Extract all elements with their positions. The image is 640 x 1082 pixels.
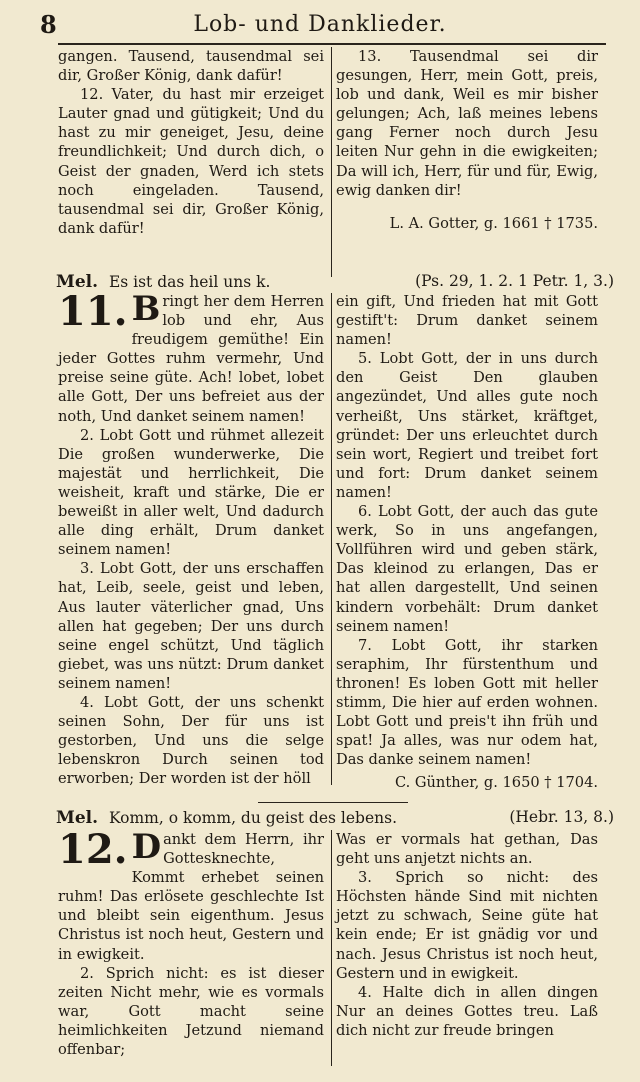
scripture-reference: (Hebr. 13, 8.)	[509, 808, 614, 826]
verse-7: 7. Lobt Gott, ihr starken seraphim, Ihr fürstenthum und thronen! Es loben Gott mit heller stimm, Die hier auf erden wohnen. Lobt Gott und preis't ihn früh und spat! Ja alles, was nur odem hat, Das danke seinem namen!	[336, 636, 598, 769]
column-divider-middle	[331, 293, 332, 785]
scripture-reference: (Ps. 29, 1. 2. 1 Petr. 1, 3.)	[415, 272, 614, 290]
running-title: Lob- und Danklieder.	[193, 12, 447, 37]
verse-5: 5. Lobt Gott, der in uns durch den Geist Den glauben angezündet, Und alles gute noch verheißt, Uns stärket, kräftget, gründet: Der uns erleuchtet durch sein wort, Regiert und treibet fort und fort: Drum danket seinem namen!	[336, 350, 598, 501]
drop-cap: B	[131, 289, 161, 329]
page-header	[40, 8, 600, 48]
verse-continuation: ein gift, Und frieden hat mit Gott gestift't: Drum danket seinem namen!	[336, 293, 598, 349]
hymn-11-right-column	[336, 292, 598, 792]
verse-6: 6. Lobt Gott, der auch das gute werk, So in uns angefangen, Vollführen wird und geben stärk, Das kleinod zu erlangen, Das er hat allen dargestellt, Und seinen kindern vorbehält: Drum danket seinem namen!	[336, 503, 598, 635]
hymn-number: 11.	[58, 288, 128, 335]
page-number: 8	[40, 10, 57, 39]
drop-cap: D	[131, 827, 162, 867]
verse-2: 2. Lobt Gott und rühmet allezeit Die großen wunderwerke, Die majestät und herrlichkeit, Die weisheit, kraft und stärke, Die er beweißt in aller welt, Und dadurch alle ding erhält, Drum danket seinem namen!	[58, 426, 324, 559]
verse-1	[58, 826, 324, 964]
hymn-author: L. A. Gotter, g. 1661 † 1735.	[389, 214, 598, 232]
hymn-12-left-column	[58, 826, 324, 1059]
hymn-author: C. Günther, g. 1650 † 1704.	[394, 774, 598, 792]
hymn-11-left-column	[58, 288, 324, 788]
verse-4: 4. Lobt Gott, der uns schenkt seinen Sohn, Der für uns ist gestorben, Und uns die selge lebenskron Durch seinen tod erworben; Der worden ist der höll	[58, 693, 324, 788]
verse-1	[58, 288, 324, 426]
hymn-12-right-column	[336, 830, 598, 1040]
mel-label: Mel.	[56, 272, 99, 292]
verse-2: 2. Sprich nicht: es ist dieser zeiten Nicht mehr, wie es vormals war, Gott macht seine heimlichkeiten Jetzund niemand offenbar;	[58, 964, 324, 1059]
column-divider-top	[331, 47, 332, 277]
section-rule	[258, 802, 408, 803]
mel-label: Mel.	[56, 808, 99, 828]
verse-3: 3. Lobt Gott, der uns erschaffen hat, Leib, seele, geist und leben, Aus lauter väterlicher gnad, Uns allen hat gegeben; Der uns durch seine engel schützt, Und täglich giebet, was uns nützt: Drum danket seinem namen!	[58, 560, 324, 692]
column-divider-bottom	[331, 830, 332, 1066]
melody-name: Komm, o komm, du geist des lebens.	[108, 809, 397, 827]
melody-line-12	[56, 808, 614, 828]
hymn-number: 12.	[58, 826, 128, 873]
top-right-column	[336, 47, 598, 233]
verse-4: 4. Halte dich in allen dingen Nur an deines Gottes treu. Laß dich nicht zur freude bringen	[336, 983, 598, 1039]
melody-name: Es ist das heil uns k.	[108, 273, 271, 291]
verse-1-text: ankt dem Herrn, ihr Gottesknechte, Kommt erhebet seinen ruhm! Das erlösete geschlechte Ist und bleibt sein eigenthum. Jesus Christus ist noch heut, Gestern und in ewigkeit.	[58, 831, 324, 963]
verse-3: 3. Sprich so nicht: des Höchsten hände Sind mit nichten jetzt zu schwach, Seine güte hat kein ende; Er ist gnädig vor und nach. Jesus Christus ist noch heut, Gestern und in ewigkeit.	[336, 869, 598, 982]
verse-13: 13. Tausendmal sei dir gesungen, Herr, mein Gott, preis, lob und dank, Weil es mir bisher gelungen; Ach, laß meines lebens gang Ferner noch durch Jesu leiten Nur gehn in die ewigkeiten; Da will ich, Herr, für und für, Ewig, ewig danken dir!	[336, 48, 598, 199]
verse-continuation: gangen. Tausend, tausendmal sei dir, Großer König, dank dafür!	[58, 48, 324, 85]
verse-1-text: ringt her dem Herren lob und ehr, Aus freudigem gemüthe! Ein jeder Gottes ruhm vermehr, Und preise seine güte. Ach! lobet, lobet alle Gott, Der uns befreiet aus der noth, Und danket seinem namen!	[58, 293, 324, 425]
header-rule	[58, 43, 606, 45]
top-left-column	[58, 47, 324, 238]
verse-continuation: Was er vormals hat gethan, Das geht uns anjetzt nichts an.	[336, 831, 598, 868]
verse-12: 12. Vater, du hast mir erzeiget Lauter gnad und gütigkeit; Und du hast zu mir geneiget, Jesu, deine freundlichkeit; Und durch dich, o Geist der gnaden, Werd ich stets noch eingeladen. Tausend, tausendmal sei dir, Großer König, dank dafür!	[58, 86, 324, 237]
